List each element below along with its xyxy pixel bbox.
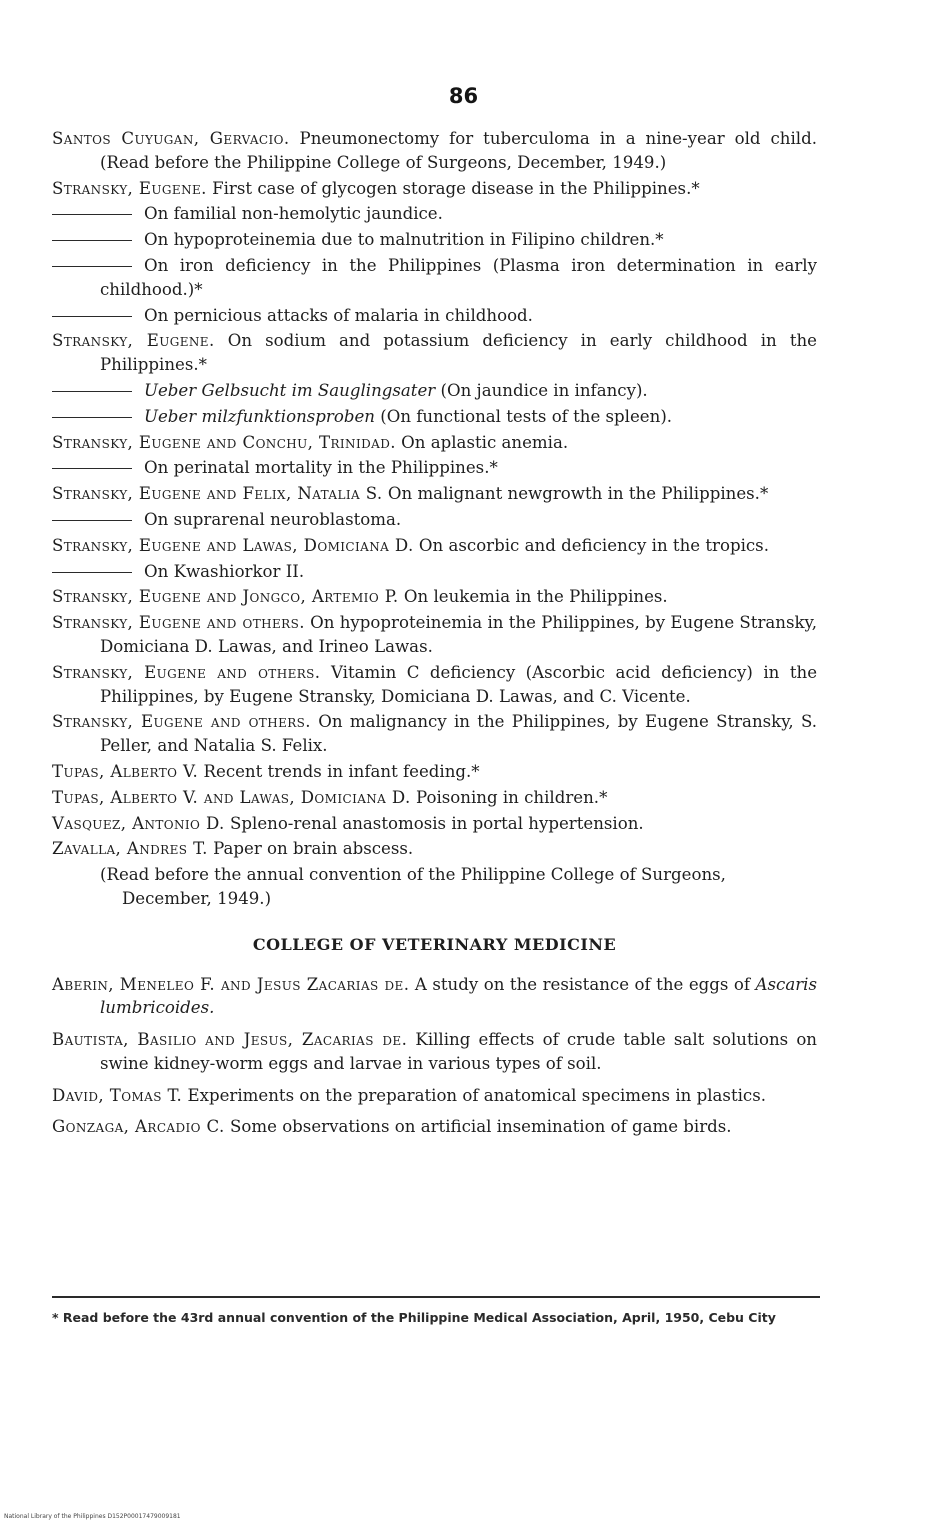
entry-title: Some observations on artificial insemination of game birds. [230, 1117, 732, 1137]
entry-author: David, Tomas T. [52, 1085, 183, 1105]
list-item [52, 611, 817, 659]
entry-author: Stransky, Eugene and Jongco, Artemio P. [52, 587, 399, 607]
entry-title: On aplastic anemia. [401, 432, 569, 452]
list-item [52, 786, 817, 810]
list-item [52, 405, 817, 429]
entry-title: First case of glycogen storage disease in the Philippines.* [212, 178, 700, 198]
list-item [52, 710, 817, 758]
entry-title: On ascorbic and deficiency in the tropics. [418, 535, 769, 555]
entry-author: Stransky, Eugene and others. [52, 613, 305, 633]
list-item [52, 760, 817, 784]
entry-author: Stransky, Eugene and others. [52, 712, 311, 732]
ditto-dash [52, 316, 132, 317]
entry-title: A study on the resistance of the eggs of [414, 974, 751, 994]
entry-author: Santos Cuyugan, Gervacio. [52, 129, 290, 148]
list-item [52, 1084, 817, 1108]
list-item [52, 837, 817, 861]
list-item [52, 379, 817, 403]
list-item [52, 202, 817, 226]
entry-author: Zavalla, Andres T. [52, 839, 208, 859]
entry-title: On hypoproteinemia due to malnutrition in Filipino children.* [144, 230, 664, 250]
entry-author: Vasquez, Antonio D. [52, 813, 225, 833]
entry-author: Gonzaga, Arcadio C. [52, 1117, 225, 1137]
entry-title: Pneumonectomy for tuberculoma in a nine-year old child. (Read before the Philippine College of Surgeons, December, 1949.) [100, 129, 818, 172]
ditto-dash [52, 468, 132, 469]
entry-author: Stransky, Eugene and others. [52, 662, 321, 682]
entry-foreign-title: Ueber milzfunktionsproben [144, 406, 375, 426]
ditto-dash [52, 417, 132, 418]
ditto-dash [52, 214, 132, 215]
list-item [52, 534, 817, 558]
entry-author: Tupas, Alberto V. [52, 761, 199, 781]
list-item [52, 228, 817, 252]
entry-author: Bautista, Basilio and Jesus, Zacarias de. [52, 1030, 408, 1050]
section-heading: COLLEGE OF VETERINARY MEDICINE [252, 934, 617, 954]
footnote: * Read before the 43rd annual convention of the Philippine Medical Association, April, 1950, Cebu City [52, 1310, 776, 1325]
entry-title: Experiments on the preparation of anatomical specimens in plastics. [187, 1085, 767, 1105]
entry-title: Spleno-renal anastomosis in portal hypertension. [230, 813, 644, 833]
entry-author: Stransky, Eugene and Felix, Natalia S. [52, 484, 383, 504]
list-item [52, 560, 817, 584]
entry-author: Stransky, Eugene. [52, 331, 215, 351]
list-item [52, 1115, 817, 1139]
list-item [52, 482, 817, 506]
entry-title: On suprarenal neuroblastoma. [144, 509, 402, 529]
entry-title: On leukemia in the Philippines. [403, 587, 668, 607]
bibliography-list [52, 127, 817, 1147]
page-number: 86 [448, 84, 479, 108]
entry-title: On malignancy in the Philippines, by Eugene Stransky, S. Peller, and Natalia S. Felix. [100, 712, 817, 756]
list-item [52, 177, 817, 201]
entry-author: Stransky, Eugene. [52, 178, 207, 198]
list-item [52, 508, 817, 532]
entry-title: (On functional tests of the spleen). [380, 406, 673, 426]
ditto-dash [52, 266, 132, 267]
entry-title: Killing effects of crude table salt solutions on swine kidney-worm eggs and larvae in various types of soil. [100, 1030, 817, 1073]
ditto-dash [52, 240, 132, 241]
footnote-divider [52, 1296, 820, 1298]
list-item [52, 661, 817, 709]
list-item [52, 973, 817, 1021]
entry-title: Recent trends in infant feeding.* [203, 761, 480, 781]
entry-author: Stransky, Eugene and Conchu, Trinidad. [52, 432, 396, 452]
entry-title: Paper on brain abscess. [213, 839, 414, 859]
scan-footer: National Library of the Philippines D152P00017479009181 [4, 1513, 181, 1520]
entry-title: On pernicious attacks of malaria in childhood. [144, 305, 533, 325]
ditto-dash [52, 391, 132, 392]
list-item [52, 127, 817, 175]
entry-author: Tupas, Alberto V. and Lawas, Domiciana D. [52, 787, 411, 807]
entry-title: On malignant newgrowth in the Philippines.* [387, 484, 769, 504]
entry-title: On hypoproteinemia in the Philippines, by Eugene Stransky, Domiciana D. Lawas, and Irineo Lawas. [100, 613, 817, 656]
list-item [52, 329, 817, 377]
list-item [52, 1028, 817, 1076]
ditto-dash [52, 572, 132, 573]
entry-foreign-title: Ueber Gelbsucht im Sauglingsater [144, 380, 436, 400]
entry-title: On iron deficiency in the Philippines (Plasma iron determination in early childhood.)* [100, 255, 817, 299]
entry-author: Aberin, Meneleo F. and Jesus Zacarias de. [52, 974, 410, 994]
list-item [52, 585, 817, 609]
list-item [52, 431, 817, 455]
list-item [52, 304, 817, 328]
list-item [52, 456, 817, 480]
entry-title: (On jaundice in infancy). [440, 380, 648, 400]
entry-title: On perinatal mortality in the Philippines.* [144, 458, 498, 478]
list-item [52, 254, 817, 302]
list-item [52, 812, 817, 836]
entry-title: Vitamin C deficiency (Ascorbic acid deficiency) in the Philippines, by Eugene Stransky, Domiciana D. Lawas, and C. Vicente. [100, 662, 818, 706]
entry-title: On familial non-hemolytic jaundice. [144, 204, 443, 224]
entry-title: Poisoning in children.* [416, 787, 608, 807]
ditto-dash [52, 520, 132, 521]
entry-title: On Kwashiorkor II. [144, 561, 305, 581]
entry-author: Stransky, Eugene and Lawas, Domiciana D. [52, 535, 414, 555]
entry-note: (Read before the annual convention of the Philippine College of Surgeons, December, 1949.) [100, 865, 726, 908]
entry-species-name: Ascaris lumbricoides. [100, 974, 817, 1018]
entry-title: On sodium and potassium deficiency in early childhood in the Philippines.* [100, 331, 817, 375]
